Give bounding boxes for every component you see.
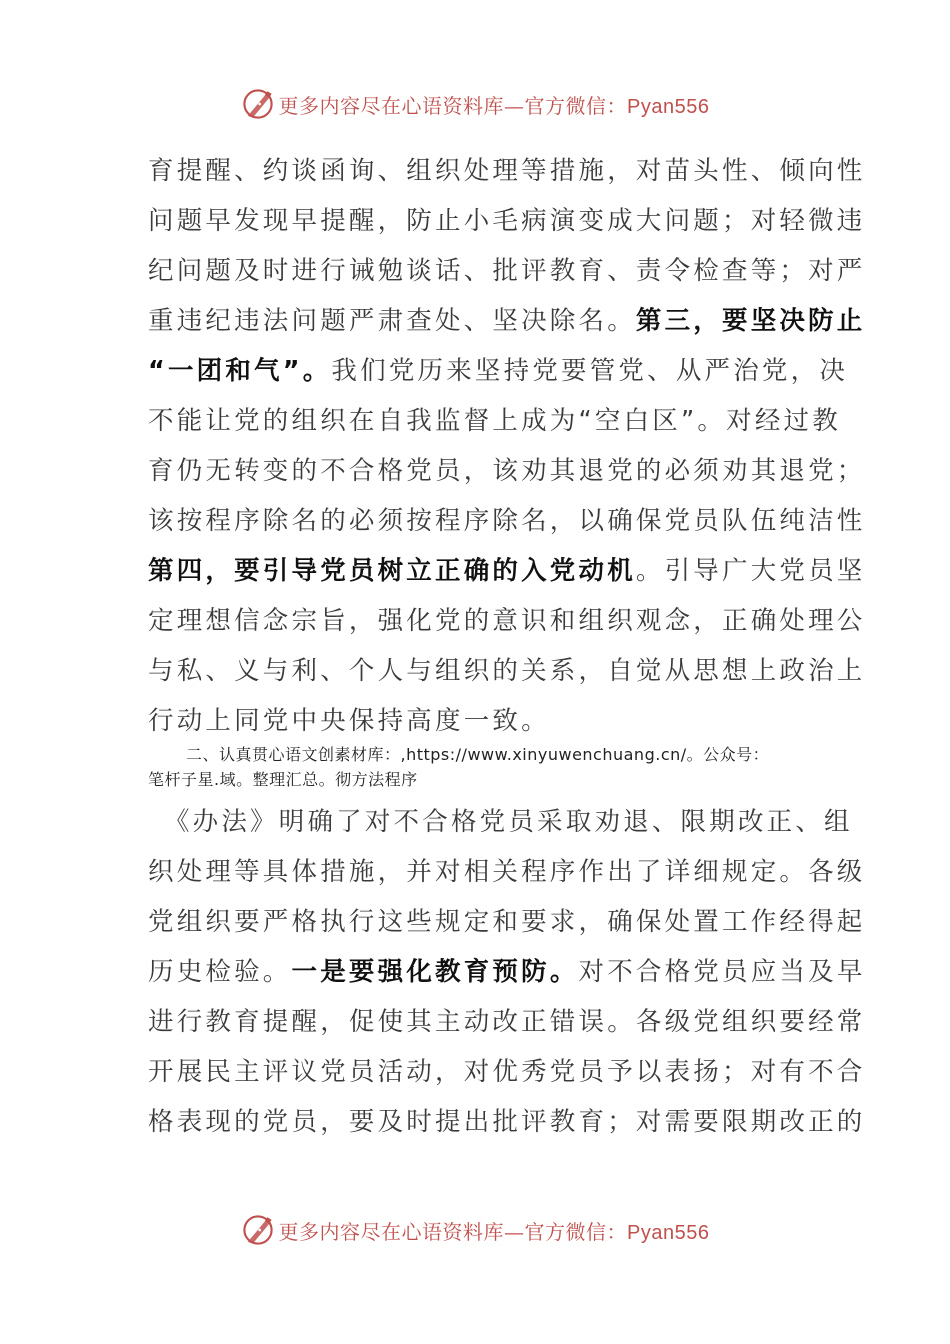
bold-heading-third: 第三，要坚决防止: [635, 306, 866, 336]
text-line: 育提醒、约谈函询、组织处理等措施，对苗头性、倾向性: [148, 156, 866, 186]
text-line: 历史检验。一是要强化教育预防。对不合格党员应当及早: [148, 957, 866, 987]
bold-heading-fourth: 第四，要引导党员树立正确的入党动机: [148, 556, 636, 586]
text-line: 不能让党的组织在自我监督上成为“空白区”。对经过教: [148, 406, 841, 436]
text-line: 进行教育提醒，促使其主动改正错误。各级党组织要经常: [148, 1007, 866, 1037]
body-section-2: [148, 797, 866, 1147]
header-banner: [0, 84, 950, 124]
text-line: 党组织要严格执行这些规定和要求，确保处置工作经得起: [148, 907, 866, 937]
text-line: 第四，要引导党员树立正确的入党动机。引导广大党员坚: [148, 556, 866, 586]
bold-heading-third-cont: “一团和气”。: [148, 356, 332, 386]
text-line: 与私、义与利、个人与组织的关系，自觉从思想上政治上: [148, 656, 866, 686]
text-line: 问题早发现早提醒，防止小毛病演变成大问题；对轻微违: [148, 206, 866, 236]
pen-nib-logo-icon: [241, 87, 275, 121]
body-section-1: [148, 146, 866, 746]
text-line: 育仍无转变的不合格党员，该劝其退党的必须劝其退党；: [148, 456, 866, 486]
text-line: 定理想信念宗旨，强化党的意识和组织观念，正确处理公: [148, 606, 866, 636]
text-line: 行动上同党中央保持高度一致。: [148, 706, 550, 736]
section-heading-line-1: 二、认真贯心语文创素材库：,https://www.xinyuwenchuang.cn/。公众号：: [186, 745, 770, 764]
text-line: 纪问题及时进行诫勉谈话、批评教育、责令检查等；对严: [148, 256, 866, 286]
footer-banner: [0, 1210, 950, 1250]
header-text: 更多内容尽在心语资料库—官方微信：Pyan556: [278, 93, 710, 118]
section-heading: [148, 742, 848, 792]
text-line: “一团和气”。我们党历来坚持党要管党、从严治党，决: [148, 356, 849, 386]
text-line: 该按程序除名的必须按程序除名，以确保党员队伍纯洁性: [148, 506, 866, 536]
text-line: 格表现的党员，要及时提出批评教育；对需要限期改正的: [148, 1107, 866, 1137]
text-line: 重违纪违法问题严肃查处、坚决除名。第三，要坚决防止: [148, 306, 866, 336]
bold-heading-first: 一是要强化教育预防。: [291, 957, 579, 987]
text-line: 开展民主评议党员活动，对优秀党员予以表扬；对有不合: [148, 1057, 866, 1087]
pen-nib-logo-icon: [241, 1213, 275, 1247]
section-heading-line-2: 笔杆子星.域。整理汇总。彻方法程序: [148, 770, 418, 789]
text-line: 织处理等具体措施，并对相关程序作出了详细规定。各级: [148, 857, 866, 887]
text-line: 《办法》明确了对不合格党员采取劝退、限期改正、组: [148, 807, 853, 837]
footer-text: 更多内容尽在心语资料库—官方微信：Pyan556: [278, 1219, 710, 1244]
